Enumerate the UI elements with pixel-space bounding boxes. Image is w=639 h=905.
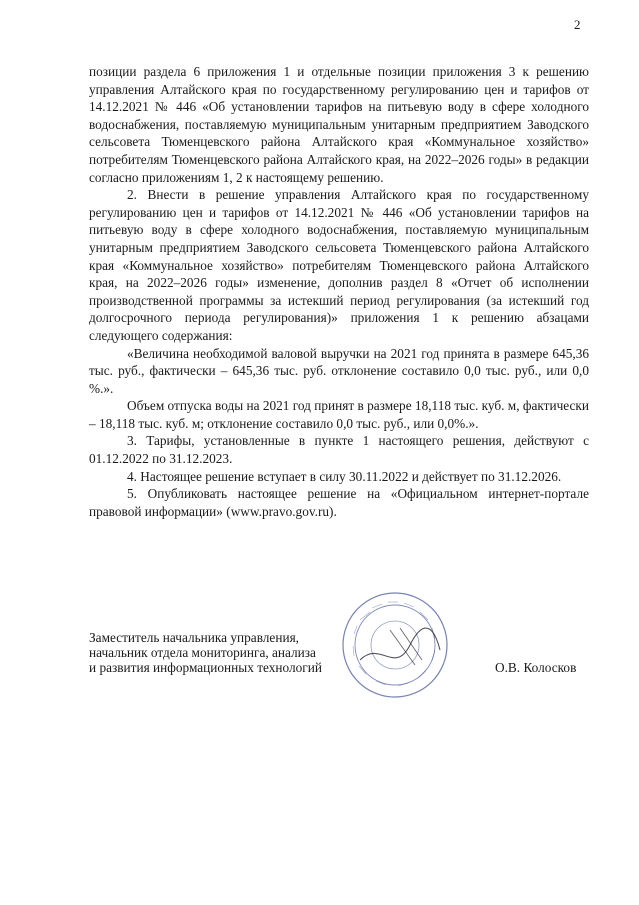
- paragraph-2: 2. Внести в решение управления Алтайского края по государственному регулированию цен и тарифов от 14.12.2021 № 446 «Об установлении тарифов на питьевую воду в сфере холодного водоснабжения, поставляемую муниципальным унитарным предприятием Заводского сельсовета Тюменцевского района Алтайского края «Коммунальное хозяйство» потребителям Тюменцевского района Алтайского края, на 2022–2026 годы» изменение, дополнив раздел 8 «Отчет об исполнении производственной программы за истекший период регулирования (за истекший год долгосрочного периода регулирования)» приложения 1 к решению абзацами следующего содержания:: [89, 187, 589, 343]
- signature-block: [89, 630, 589, 675]
- paragraph-3: 3. Тарифы, установленные в пункте 1 настоящего решения, действуют с 01.12.2022 по 31.12.2023.: [89, 433, 589, 467]
- signatory-position-line-3: и развития информационных технологий: [89, 660, 322, 675]
- document-body: [89, 63, 589, 520]
- signatory-position-line-2: начальник отдела мониторинга, анализа: [89, 645, 316, 660]
- paragraph-4: 4. Настоящее решение вступает в силу 30.11.2022 и действует по 31.12.2026.: [127, 468, 562, 484]
- signatory-position-line-1: Заместитель начальника управления,: [89, 630, 300, 645]
- paragraph-5: 5. Опубликовать настоящее решение на «Официальном интернет-портале правовой информации» (www.pravo.gov.ru).: [89, 486, 589, 519]
- page-number: 2: [574, 17, 581, 32]
- signatory-name: О.В. Колосков: [495, 660, 577, 675]
- paragraph-1-continued: позиции раздела 6 приложения 1 и отдельные позиции приложения 3 к решению управления Алтайского края по государственному регулированию цен и тарифов от 14.12.2021 № 446 «Об установлении тарифов на питьевую воду в сфере холодного водоснабжения, поставляемую муниципальным унитарным предприятием Заводского сельсовета Тюменцевского района Алтайского края «Коммунальное хозяйство» потребителям Тюменцевского района Алтайского края, на 2022–2026 годы» в редакции согласно приложениям 1, 2 к настоящему решению.: [89, 64, 589, 185]
- paragraph-quote-1: «Величина необходимой валовой выручки на 2021 год принята в размере 645,36 тыс. руб., фактически – 645,36 тыс. руб. отклонение составило 0,0 тыс. руб., или 0,0 %.».: [89, 345, 589, 396]
- paragraph-quote-2: Объем отпуска воды на 2021 год принят в размере 18,118 тыс. куб. м, фактически – 18,118 тыс. куб. м; отклонение составило 0,0 тыс. руб., или 0,0%.».: [89, 398, 589, 431]
